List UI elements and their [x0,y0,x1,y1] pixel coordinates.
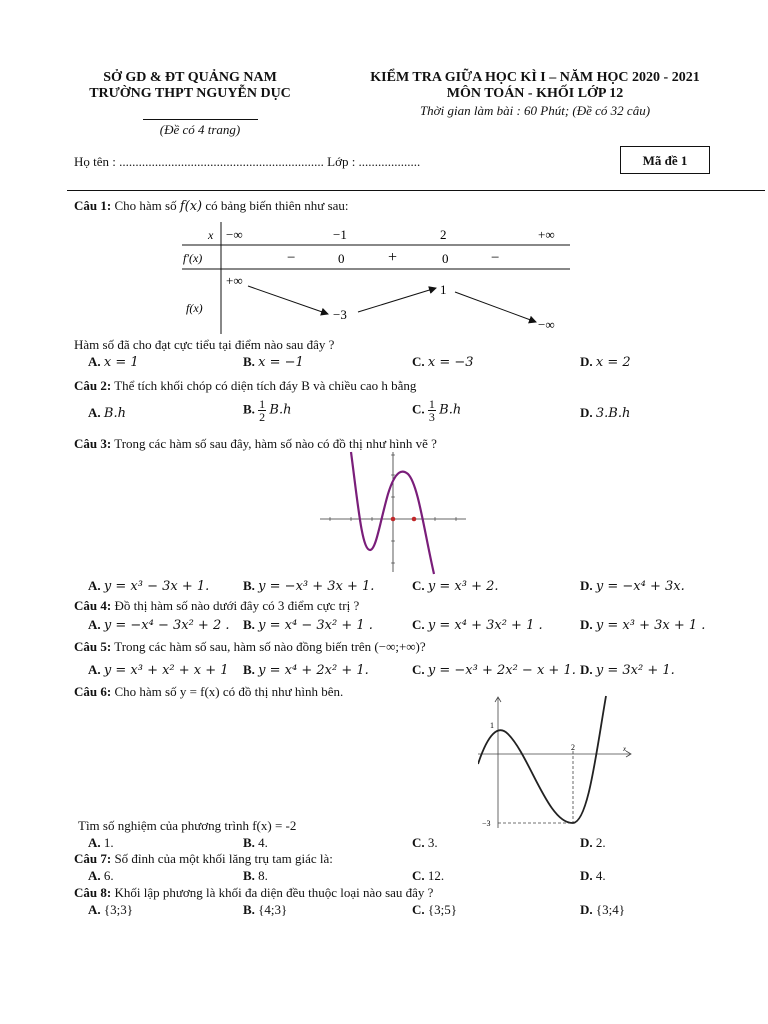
question-number: Câu 5: [74,639,112,654]
duration-note: Thời gian làm bài : 60 Phút; (Đề có 32 câu) [419,103,651,118]
exam-title: KIỂM TRA GIỮA HỌC KÌ I – NĂM HỌC 2020 - 2021 [370,70,700,85]
question-text: Thể tích khối chóp có diện tích đáy B và chiều cao h bằng [114,378,417,393]
fraction-one-half: $\frac{1}{2}$ [259,397,266,424]
question-6-follow: Tìm số nghiệm của phương trình f(x) = -2 [78,818,297,833]
question-1 [74,198,349,214]
option-c[interactable]: C. y = x⁴ + 3x² + 1 . [412,617,543,633]
header-divider [67,190,765,191]
option-c[interactable]: C. 3. [412,835,438,850]
f-value: −∞ [538,317,555,332]
y-label-1: 1 [490,721,494,730]
subject-title: MÔN TOÁN - KHỐI LỚP 12 [446,86,624,101]
option-a[interactable]: A. x = 1 [88,354,139,370]
option-a[interactable]: A. B.h [88,405,126,421]
function-name: f(x) [179,199,203,214]
option-b[interactable]: B. 4. [243,835,268,850]
question-number: Câu 6: [74,684,112,699]
question-number: Câu 2: [74,378,112,393]
question-text: Trong các hàm số sau đây, hàm số nào có đồ thị như hình vẽ ? [114,436,437,451]
option-c[interactable]: C. {3;5} [412,902,457,917]
option-b[interactable]: B. $\frac{1}{2}$ B.h [243,397,292,424]
option-d[interactable]: D. 4. [580,868,606,883]
option-c[interactable]: C. $\frac{1}{3}$ B.h [412,397,462,424]
x-value: 2 [440,227,447,242]
function-graph [478,694,638,832]
row-label-x: x [208,228,214,242]
option-d[interactable]: D. 2. [580,835,606,850]
row-label-derivative: f′(x) [183,251,203,265]
y-label-minus-3: −3 [482,819,491,828]
question-number: Câu 1: [74,198,112,213]
curve [351,452,434,574]
option-a[interactable]: A. y = x³ − 3x + 1. [88,578,210,594]
option-c[interactable]: C. x = −3 [412,354,474,370]
question-text: Số đỉnh của một khối lăng trụ tam giác là: [114,851,333,866]
question-text: Cho hàm số y = f(x) có đồ thị như hình bên. [114,684,344,699]
arrow-decreasing [248,286,328,314]
option-c[interactable]: C. 12. [412,868,445,883]
question-number: Câu 7: [74,851,112,866]
question-text: Khối lập phương là khối đa diện đều thuộc loại nào sau đây ? [114,885,434,900]
arrow-increasing [358,288,436,312]
sign-plus: + [388,249,398,266]
exam-code-box: Mã đề 1 [620,146,710,174]
arrow-decreasing [455,292,536,322]
question-8 [74,885,433,901]
x-axis-label: x [623,745,627,753]
school-name: TRƯỜNG THPT NGUYỄN DỤC [89,86,291,101]
option-d[interactable]: D. x = 2 [580,354,631,370]
intersection-point [412,517,417,522]
f-value: 1 [440,282,447,297]
pages-note: (Đề có 4 trang) [159,122,241,137]
sign-zero: 0 [442,251,449,266]
option-d[interactable]: D. y = x³ + 3x + 1 . [580,617,706,633]
option-a[interactable]: A. {3;3} [88,902,133,917]
option-a[interactable]: A. y = −x⁴ − 3x² + 2 . [88,617,230,633]
row-label-function: f(x) [186,301,203,315]
x-label-2: 2 [571,743,575,752]
option-d[interactable]: D. y = −x⁴ + 3x. [580,578,685,594]
option-a[interactable]: A. 6. [88,868,114,883]
question-text: Đồ thị hàm số nào dưới đây có 3 điểm cực trị ? [114,598,360,613]
option-d[interactable]: D. 3.B.h [580,405,631,421]
option-b[interactable]: B. y = −x³ + 3x + 1. [243,578,375,594]
option-a[interactable]: A. 1. [88,835,114,850]
option-c[interactable]: C. y = −x³ + 2x² − x + 1. [412,662,576,678]
question-number: Câu 3: [74,436,112,451]
question-number: Câu 4: [74,598,112,613]
sign-minus: − [287,250,296,266]
question-2 [74,378,416,394]
option-d[interactable]: D. {3;4} [580,902,625,917]
option-b[interactable]: B. {4;3} [243,902,288,917]
question-1-follow: Hàm số đã cho đạt cực tiểu tại điểm nào sau đây ? [74,337,335,352]
curve [478,696,606,823]
question-4 [74,598,359,614]
intersection-point [391,517,396,522]
x-value: −1 [333,227,347,242]
option-a[interactable]: A. y = x³ + x² + x + 1 [88,662,229,678]
f-value: +∞ [226,273,243,288]
sign-zero: 0 [338,251,345,266]
header-underline [143,119,258,120]
question-text: Cho hàm số [114,198,177,213]
option-d[interactable]: D. y = 3x² + 1. [580,662,675,678]
option-c[interactable]: C. y = x³ + 2. [412,578,499,594]
question-text: có bảng biến thiên như sau: [205,198,349,213]
variation-table [170,222,570,334]
question-5 [74,639,426,655]
sign-minus: − [491,250,500,266]
question-7 [74,851,333,867]
fraction-one-third: $\frac{1}{3}$ [428,397,435,424]
option-b[interactable]: B. x = −1 [243,354,304,370]
x-value: +∞ [538,227,555,242]
department-name: SỞ GD & ĐT QUẢNG NAM [103,70,277,85]
f-value: −3 [333,307,347,322]
option-b[interactable]: B. y = x⁴ − 3x² + 1 . [243,617,373,633]
x-value: −∞ [226,227,243,242]
question-text: Trong các hàm số sau, hàm số nào đồng biến trên (−∞;+∞)? [114,639,426,654]
option-b[interactable]: B. 8. [243,868,268,883]
option-b[interactable]: B. y = x⁴ + 2x² + 1. [243,662,369,678]
student-info-line: Họ tên : ............................................................... Lớp : ................... [74,154,421,169]
question-6 [74,684,343,700]
question-number: Câu 8: [74,885,112,900]
cubic-graph [318,450,468,575]
